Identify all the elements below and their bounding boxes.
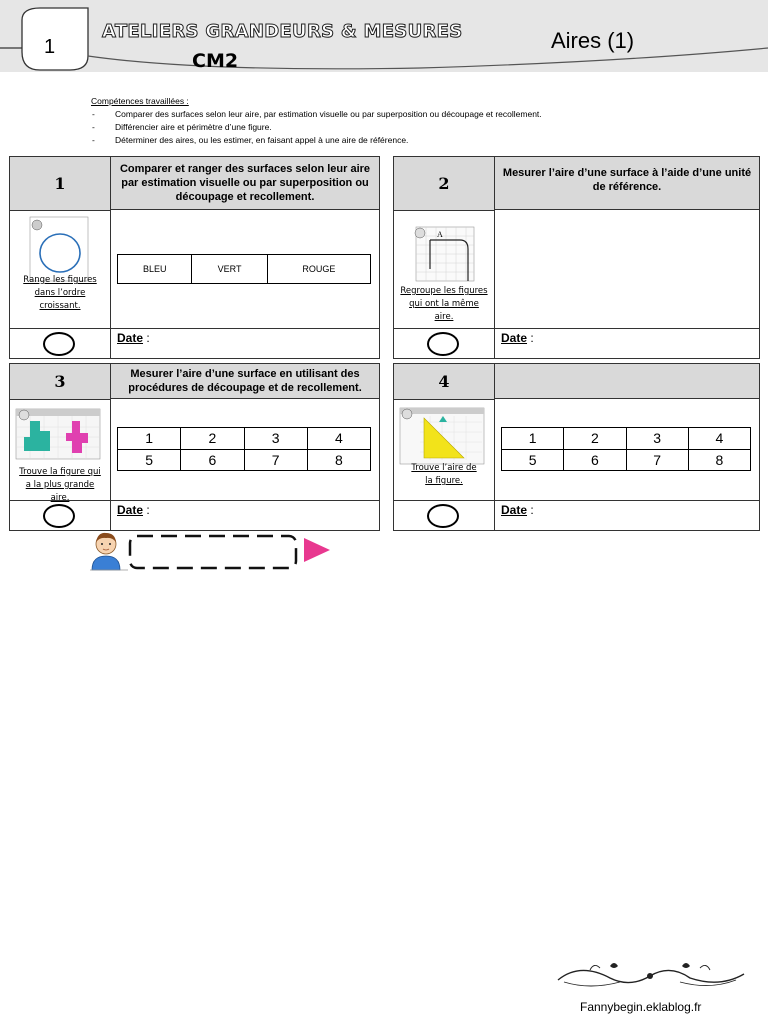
status-oval[interactable] bbox=[427, 504, 459, 528]
competence-item: - Différencier aire et périmètre d’une figure. bbox=[91, 123, 542, 132]
status-cell bbox=[394, 329, 495, 358]
workshop-card-4 bbox=[393, 363, 760, 531]
workshop-card-3 bbox=[9, 363, 380, 531]
date-label: Date bbox=[117, 331, 144, 345]
number-answer-grid bbox=[501, 427, 751, 471]
arrow-right-icon bbox=[304, 538, 330, 562]
flourish-ornament bbox=[550, 958, 750, 994]
date-field[interactable] bbox=[117, 331, 150, 345]
grid-cell[interactable]: 5 bbox=[502, 449, 564, 471]
status-cell bbox=[394, 501, 495, 530]
svg-text:A: A bbox=[437, 230, 443, 239]
competence-item: - Déterminer des aires, ou les estimer, en faisant appel à une aire de référence. bbox=[91, 136, 542, 145]
competences-block bbox=[91, 96, 542, 149]
card-thumbnail[interactable] bbox=[394, 211, 495, 329]
card-thumbnail[interactable] bbox=[10, 400, 111, 501]
triangle-figure-icon bbox=[394, 406, 494, 466]
answer-cell[interactable]: ROUGE bbox=[267, 255, 370, 284]
date-label: Date bbox=[501, 331, 528, 345]
card-instruction: Trouve la figure qui a la plus grande aire. bbox=[19, 467, 101, 503]
page-title: ATELIERS GRANDEURS & MESURES bbox=[102, 21, 463, 42]
grid-cell[interactable]: 4 bbox=[307, 428, 370, 450]
grid-cell[interactable]: 3 bbox=[244, 428, 307, 450]
date-label: Date bbox=[117, 503, 144, 517]
card-heading: Mesurer l’aire d’une surface en utilisant des procédures de découpage et de recollement. bbox=[111, 364, 379, 399]
answer-cell[interactable]: VERT bbox=[192, 255, 267, 284]
progress-strip bbox=[88, 530, 338, 580]
grid-cell[interactable]: 1 bbox=[502, 428, 564, 450]
card-answer-area[interactable] bbox=[495, 211, 759, 329]
grid-cell[interactable]: 6 bbox=[564, 449, 626, 471]
grid-cell[interactable]: 7 bbox=[626, 449, 688, 471]
status-oval[interactable] bbox=[43, 332, 75, 356]
boy-icon bbox=[90, 533, 128, 570]
page-number: 1 bbox=[44, 36, 56, 58]
card-number: 4 bbox=[394, 364, 495, 400]
grid-cell[interactable]: 6 bbox=[181, 449, 244, 471]
progress-dashed-box[interactable] bbox=[130, 536, 296, 568]
card-answer-area bbox=[495, 400, 759, 501]
status-oval[interactable] bbox=[427, 332, 459, 356]
grid-cell[interactable]: 4 bbox=[688, 428, 750, 450]
status-cell bbox=[10, 501, 111, 530]
card-instruction: Regroupe les figures qui ont la même aire. bbox=[400, 286, 488, 322]
date-field[interactable] bbox=[501, 503, 534, 517]
card-number: 3 bbox=[10, 364, 111, 400]
card-answer-area bbox=[111, 400, 379, 501]
grid-cell[interactable]: 8 bbox=[688, 449, 750, 471]
footer-url: Fannybegin.eklablog.fr bbox=[580, 1000, 702, 1014]
grid-cell[interactable]: 5 bbox=[118, 449, 181, 471]
grid-figure-icon bbox=[394, 223, 494, 293]
card-instruction: Range les figures dans l’ordre croissant. bbox=[23, 275, 97, 311]
pieces-figure-icon bbox=[10, 407, 110, 463]
grid-cell[interactable]: 7 bbox=[244, 449, 307, 471]
card-answer-area bbox=[111, 211, 379, 329]
date-label: Date bbox=[501, 503, 528, 517]
card-number: 1 bbox=[10, 157, 111, 211]
class-level: CM2 bbox=[192, 50, 239, 72]
date-colon: : bbox=[143, 503, 150, 517]
date-field[interactable] bbox=[117, 503, 150, 517]
date-field[interactable] bbox=[501, 331, 534, 345]
date-colon: : bbox=[527, 503, 534, 517]
card-heading bbox=[495, 364, 759, 399]
grid-cell[interactable]: 1 bbox=[118, 428, 181, 450]
number-answer-grid bbox=[117, 427, 371, 471]
card-heading: Mesurer l’aire d’une surface à l’aide d’une unité de référence. bbox=[495, 157, 759, 210]
card-thumbnail[interactable] bbox=[10, 211, 111, 329]
date-colon: : bbox=[143, 331, 150, 345]
workshop-card-1 bbox=[9, 156, 380, 359]
workshop-card-2 bbox=[393, 156, 760, 359]
card-instruction: Trouve l’aire de la figure. bbox=[411, 463, 477, 486]
status-oval[interactable] bbox=[43, 504, 75, 528]
grid-cell[interactable]: 3 bbox=[626, 428, 688, 450]
status-cell bbox=[10, 329, 111, 358]
competence-item: - Comparer des surfaces selon leur aire, par estimation visuelle ou par superposition ou découpage et recollement. bbox=[91, 110, 542, 119]
grid-cell[interactable]: 8 bbox=[307, 449, 370, 471]
card-thumbnail[interactable] bbox=[394, 400, 495, 501]
competences-title: Compétences travaillées : bbox=[91, 96, 189, 106]
card-number: 2 bbox=[394, 157, 495, 211]
grid-cell[interactable]: 2 bbox=[564, 428, 626, 450]
answer-cell[interactable]: BLEU bbox=[118, 255, 192, 284]
date-colon: : bbox=[527, 331, 534, 345]
grid-cell[interactable]: 2 bbox=[181, 428, 244, 450]
color-answer-table bbox=[117, 254, 371, 284]
card-heading: Comparer et ranger des surfaces selon leur aire par estimation visuelle ou par superposition ou découpage et recollement. bbox=[111, 157, 379, 210]
topic-title: Aires (1) bbox=[551, 28, 635, 53]
